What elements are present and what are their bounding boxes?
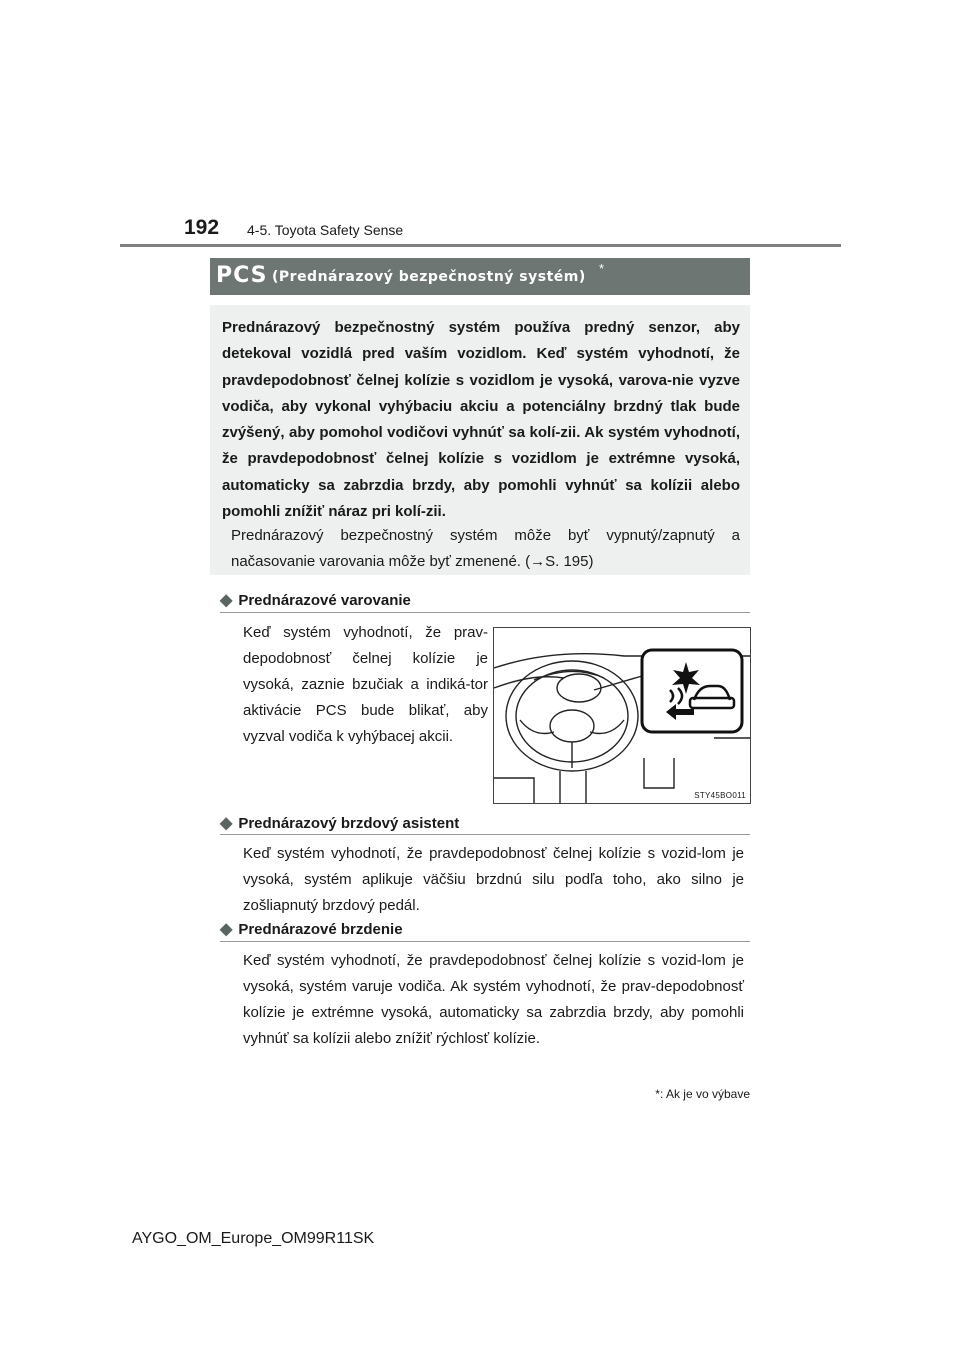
- page-number: 192: [184, 216, 220, 239]
- intro-box: [210, 305, 750, 575]
- heading-warning-label: Prednárazové varovanie: [238, 592, 411, 609]
- heading-warning: [220, 590, 411, 610]
- header-rule: [120, 244, 841, 247]
- diamond-icon: ◆: [220, 921, 233, 938]
- diamond-icon: ◆: [220, 815, 233, 832]
- title-bar: [210, 258, 750, 295]
- footnote: *: Ak je vo výbave: [655, 1087, 750, 1101]
- title-main: PCS: [216, 263, 268, 288]
- footer-code: AYGO_OM_Europe_OM99R11SK: [132, 1230, 375, 1247]
- title-marker: *: [599, 261, 605, 276]
- heading-warning-rule: [220, 612, 750, 613]
- title-sub: (Prednárazový bezpečnostný systém): [272, 269, 586, 285]
- heading-braking-rule: [220, 941, 750, 942]
- warning-text: Keď systém vyhodnotí, že prav-depodobnosť čelnej kolízie je vysoká, zaznie bzučiak a indiká-tor aktivácie PCS bude blikať, aby vyzval vodiča k vyhýbacej akcii.: [243, 624, 488, 745]
- dashboard-illustration: [493, 627, 751, 804]
- intro-text: Prednárazový bezpečnostný systém používa predný senzor, aby detekoval vozidlá pred vaším vozidlom. Keď systém vyhodnotí, že pravdepodobnosť čelnej kolízie s vozidlom je vysoká, varova-nie vyzve vodiča, aby vykonal vyhýbaciu akciu a potenciálny brzdný tlak bude zvýšený, aby pomohol vodičovi vyhnúť sa kolí-zii. Ak systém vyhodnotí, že pravdepodobnosť čelnej kolízie s vozidlom je extrémne vysoká, automaticky sa zabrzdia brzdy, aby pomohli vyhnúť sa kolízii alebo pomohli znížiť náraz pri kolí-zii.: [222, 319, 740, 521]
- figure-code: STY45BO011: [694, 791, 746, 800]
- diamond-icon: ◆: [220, 592, 233, 609]
- section-title: 4-5. Toyota Safety Sense: [247, 222, 404, 238]
- steering-wheel-illustration: [494, 628, 750, 803]
- intro-note: Prednárazový bezpečnostný systém môže byť vypnutý/zapnutý a načasovanie varovania môže byť zmenené. (→S. 195): [231, 527, 740, 570]
- heading-braking: [220, 919, 403, 939]
- heading-brake-assist-label: Prednárazový brzdový asistent: [238, 815, 460, 832]
- brake-assist-text: Keď systém vyhodnotí, že pravdepodobnosť čelnej kolízie s vozid-lom je vysoká, systém aplikuje väčšiu brzdnú silu podľa toho, ako silno je zošliapnutý brzdový pedál.: [243, 845, 744, 914]
- braking-text: Keď systém vyhodnotí, že pravdepodobnosť čelnej kolízie s vozid-lom je vysoká, systém varuje vodiča. Ak systém vyhodnotí, že prav-depodobnosť kolízie je extrémne vysoká, automaticky sa zabrzdia brzdy, aby pomohli vyhnúť sa kolízii alebo znížiť rýchlosť kolízie.: [243, 952, 744, 1047]
- heading-brake-assist-rule: [220, 834, 750, 835]
- heading-brake-assist: [220, 813, 459, 833]
- heading-braking-label: Prednárazové brzdenie: [238, 921, 403, 938]
